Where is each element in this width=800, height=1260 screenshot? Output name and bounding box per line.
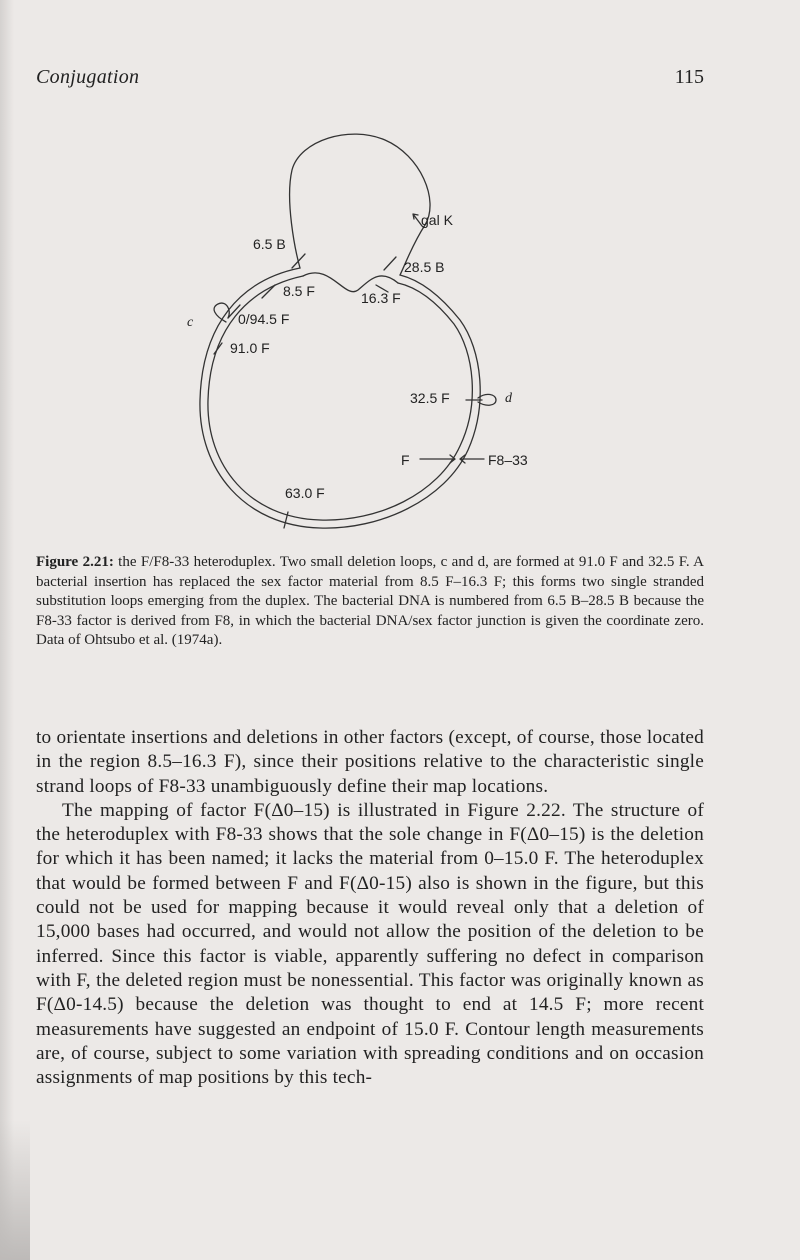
paragraph-mapping: The mapping of factor F(Δ0–15) is illustrated in Figure 2.22. The structure of the heteroduplex with F8-33 shows that the sole change in F(Δ0–15) is the deletion for which it has been named; it lacks the material from 0–15.0 F. The heteroduplex that would be formed between F and F(Δ0-15) also is shown in the figure, but this could not be used for mapping because it would reveal only that a deletion of 15,000 bases had occurred, and would not allow the position of the deletion to be inferred. Since this factor is viable, apparently suffering no defect in comparison with F, the deleted region must be nonessential. This factor was originally known as F(Δ0-14.5) because the deletion was thought to end at 14.5 F; more recent measurements have suggested an endpoint of 15.0 F. Contour length measurements are, of course, subject to some variation with spreading conditions and on occasion assignments of map positions by this tech-	[36, 799, 704, 1089]
tick-6-5-b	[292, 254, 305, 268]
label-28-5-b: 28.5 B	[404, 259, 445, 275]
caption-label: Figure 2.21:	[36, 554, 114, 570]
arrow-f	[420, 455, 455, 463]
arrow-f8-33	[460, 455, 484, 463]
label-loop-c: c	[187, 315, 194, 330]
label-8-5-f: 8.5 F	[283, 283, 315, 299]
label-f: F	[401, 452, 410, 468]
heteroduplex-figure	[0, 0, 800, 545]
label-0-94-5-f: 0/94.5 F	[238, 311, 290, 327]
label-f8-33: F8–33	[488, 452, 528, 468]
label-63-0-f: 63.0 F	[285, 485, 325, 501]
page-corner-shadow	[0, 1120, 30, 1260]
running-head: Conjugation	[36, 66, 140, 88]
label-6-5-b: 6.5 B	[253, 236, 286, 252]
paragraph-continuation: to orientate insertions and deletions in other factors (except, of course, those located in the region 8.5–16.3 F), since their positions relative to the characteristic single strand loops of F8-33 unambiguously define their map locations.	[36, 727, 704, 797]
label-loop-d: d	[505, 391, 512, 406]
body-text	[36, 726, 704, 1090]
label-91-0-f: 91.0 F	[230, 340, 270, 356]
label-gal-k: gal K	[421, 212, 453, 228]
label-16-3-f: 16.3 F	[361, 290, 401, 306]
tick-28-5-b	[384, 257, 396, 270]
caption-text: the F/F8-33 heteroduplex. Two small deletion loops, c and d, are formed at 91.0 F and 32.5 F. A bacterial insertion has replaced the sex factor material from 8.5 F–16.3 F; this forms two single stranded substitution loops emerging from the duplex. The bacterial DNA is numbered from 6.5 B–28.5 B because the F8-33 factor is derived from F8, in which the bacterial DNA/sex factor junction is given the coordinate zero. Data of Ohtsubo et al. (1974a).	[36, 554, 704, 649]
figure-caption	[36, 553, 704, 651]
label-32-5-f: 32.5 F	[410, 390, 450, 406]
page-number: 115	[674, 66, 704, 88]
substitution-loop-outer	[290, 134, 430, 275]
tick-91-0-f	[214, 343, 222, 354]
